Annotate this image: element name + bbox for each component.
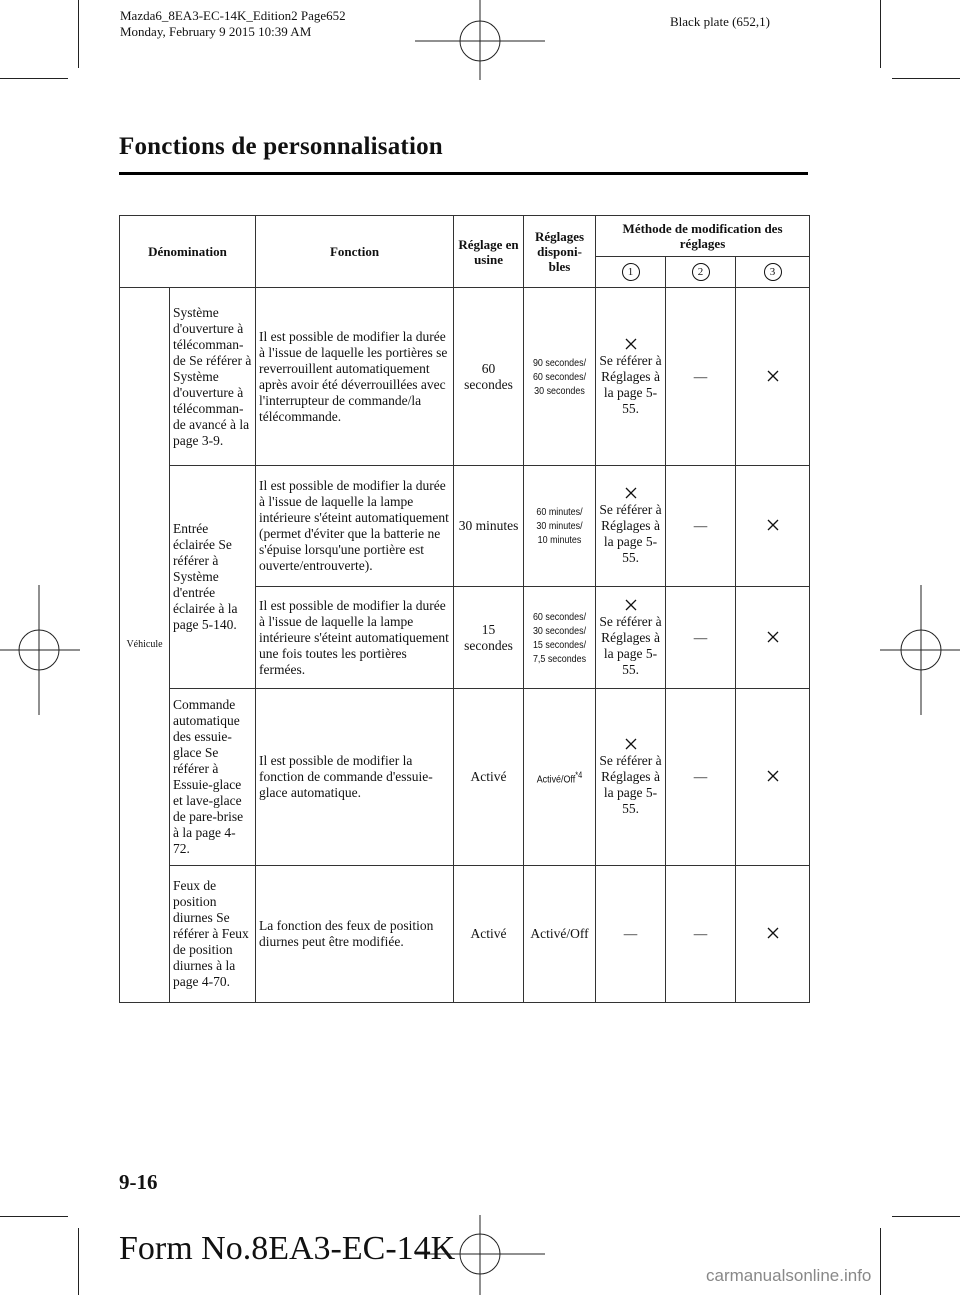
row-factory: 30 minutes (454, 466, 524, 587)
row-name: Système d'ouverture à télécomman- de Se référer à Système d'ouverture à télécomman- de avancé à la page 3-9. (170, 288, 256, 466)
cross-icon (766, 630, 780, 644)
row-method-3 (736, 466, 810, 587)
row-name: Entrée éclairée Se référer à Système d'entrée éclairée à la page 5-140. (170, 466, 256, 689)
row-factory: Activé (454, 689, 524, 866)
row-method-2: — (666, 866, 736, 1003)
watermark: carmanualsonline.info (706, 1266, 872, 1285)
cross-icon (766, 518, 780, 532)
cross-icon (624, 737, 638, 751)
row-available: Activé/Off (536, 773, 576, 786)
table-row (120, 866, 810, 1003)
crop-mark (0, 1216, 68, 1217)
circled-number-3: 3 (764, 263, 782, 281)
table-row (120, 288, 810, 466)
registration-mark-right (880, 585, 960, 715)
section-title: Fonctions de personnalisation (119, 133, 443, 160)
cross-icon (766, 926, 780, 940)
crop-mark (78, 0, 79, 68)
method-1-text: Se référer à Réglages à la page 5-55. (599, 502, 662, 565)
row-function: La fonction des feux de position diurnes peut être modifiée. (256, 866, 454, 1003)
crop-mark (892, 78, 960, 79)
table-row (120, 466, 810, 587)
settings-table (119, 215, 810, 1003)
crop-mark (892, 1216, 960, 1217)
header-reglages-disponibles: Réglages disponi- bles (524, 216, 596, 288)
table-row (120, 689, 810, 866)
header-method-2 (666, 257, 736, 288)
row-name: Commande automatique des essuie-glace Se référer à Essuie-glace et lave-glace de pare-brise à la page 4-72. (170, 689, 256, 866)
row-function: Il est possible de modifier la durée à l'issue de laquelle la lampe intérieure s'éteint automatiquement une fois toutes les portières fermées. (256, 587, 454, 689)
row-method-3 (736, 587, 810, 689)
row-factory: 60 secondes (454, 288, 524, 466)
row-function: Il est possible de modifier la durée à l'issue de laquelle la lampe intérieure s'éteint automatiquement (permet d'éviter que la batterie ne s'épuise lorsqu'une portière est ouverte/entrouverte). (256, 466, 454, 587)
cross-icon (624, 598, 638, 612)
circled-number-2: 2 (692, 263, 710, 281)
crop-mark (880, 1228, 881, 1295)
row-method-2: — (666, 689, 736, 866)
cross-icon (766, 369, 780, 383)
crop-mark (0, 78, 68, 79)
row-method-1 (596, 587, 666, 689)
print-metadata (120, 8, 346, 40)
row-method-2: — (666, 466, 736, 587)
header-fonction: Fonction (256, 216, 454, 288)
row-available-cell (524, 288, 596, 466)
method-1-text: Se référer à Réglages à la page 5-55. (599, 613, 662, 677)
row-available: 60 secondes/ 30 secondes/ 15 secondes/ 7,5 secondes (532, 610, 587, 665)
crop-mark (880, 0, 881, 68)
print-meta-line2: Monday, February 9 2015 10:39 AM (120, 24, 312, 39)
row-available: 90 secondes/ 60 secondes/ 30 secondes (532, 356, 587, 397)
crop-mark (78, 1228, 79, 1295)
row-available-cell (524, 587, 596, 689)
plate-label: Black plate (652,1) (670, 14, 770, 29)
row-function: Il est possible de modifier la durée à l'issue de laquelle les portières se reverrouillent automatiquement après avoir été déverrouillées avec l'interrupteur de commande/la télécommande. (256, 288, 454, 466)
cross-icon (766, 769, 780, 783)
row-method-1 (596, 466, 666, 587)
row-method-3 (736, 288, 810, 466)
row-method-2: — (666, 587, 736, 689)
row-factory: Activé (454, 866, 524, 1003)
row-method-2: — (666, 288, 736, 466)
row-available-cell (524, 466, 596, 587)
row-available-wrap (532, 768, 587, 787)
row-method-1 (596, 288, 666, 466)
cross-icon (624, 337, 638, 351)
row-method-1: — (596, 866, 666, 1003)
header-method-3 (736, 257, 810, 288)
registration-mark-left (0, 585, 80, 715)
print-meta-line1: Mazda6_8EA3-EC-14K_Edition2 Page652 (120, 8, 346, 23)
method-1-text: Se référer à Réglages à la page 5-55. (599, 352, 662, 416)
title-rule (119, 172, 808, 175)
footnote-ref: *4 (575, 769, 583, 780)
header-method-1 (596, 257, 666, 288)
group-label-vehicule: Véhicule (120, 288, 170, 1003)
row-available: 60 minutes/ 30 minutes/ 10 minutes (536, 506, 583, 546)
row-method-1 (596, 689, 666, 866)
page-number: 9-16 (119, 1170, 158, 1194)
form-number: Form No.8EA3-EC-14K (119, 1230, 456, 1267)
cross-icon (624, 486, 638, 500)
row-name: Feux de position diurnes Se référer à Feux de position diurnes à la page 4-70. (170, 866, 256, 1003)
row-available-cell (524, 689, 596, 866)
header-reglage-usine: Réglage en usine (454, 216, 524, 288)
header-methode: Méthode de modification des réglages (596, 216, 810, 257)
method-1-text: Se référer à Réglages à la page 5-55. (599, 753, 662, 816)
row-function: Il est possible de modifier la fonction de commande d'essuie-glace automatique. (256, 689, 454, 866)
row-available: Activé/Off (524, 866, 596, 1003)
header-denomination: Dénomination (120, 216, 256, 288)
circled-number-1: 1 (622, 263, 640, 281)
row-factory: 15 secondes (454, 587, 524, 689)
row-method-3 (736, 866, 810, 1003)
registration-mark-top (415, 0, 545, 80)
row-method-3 (736, 689, 810, 866)
